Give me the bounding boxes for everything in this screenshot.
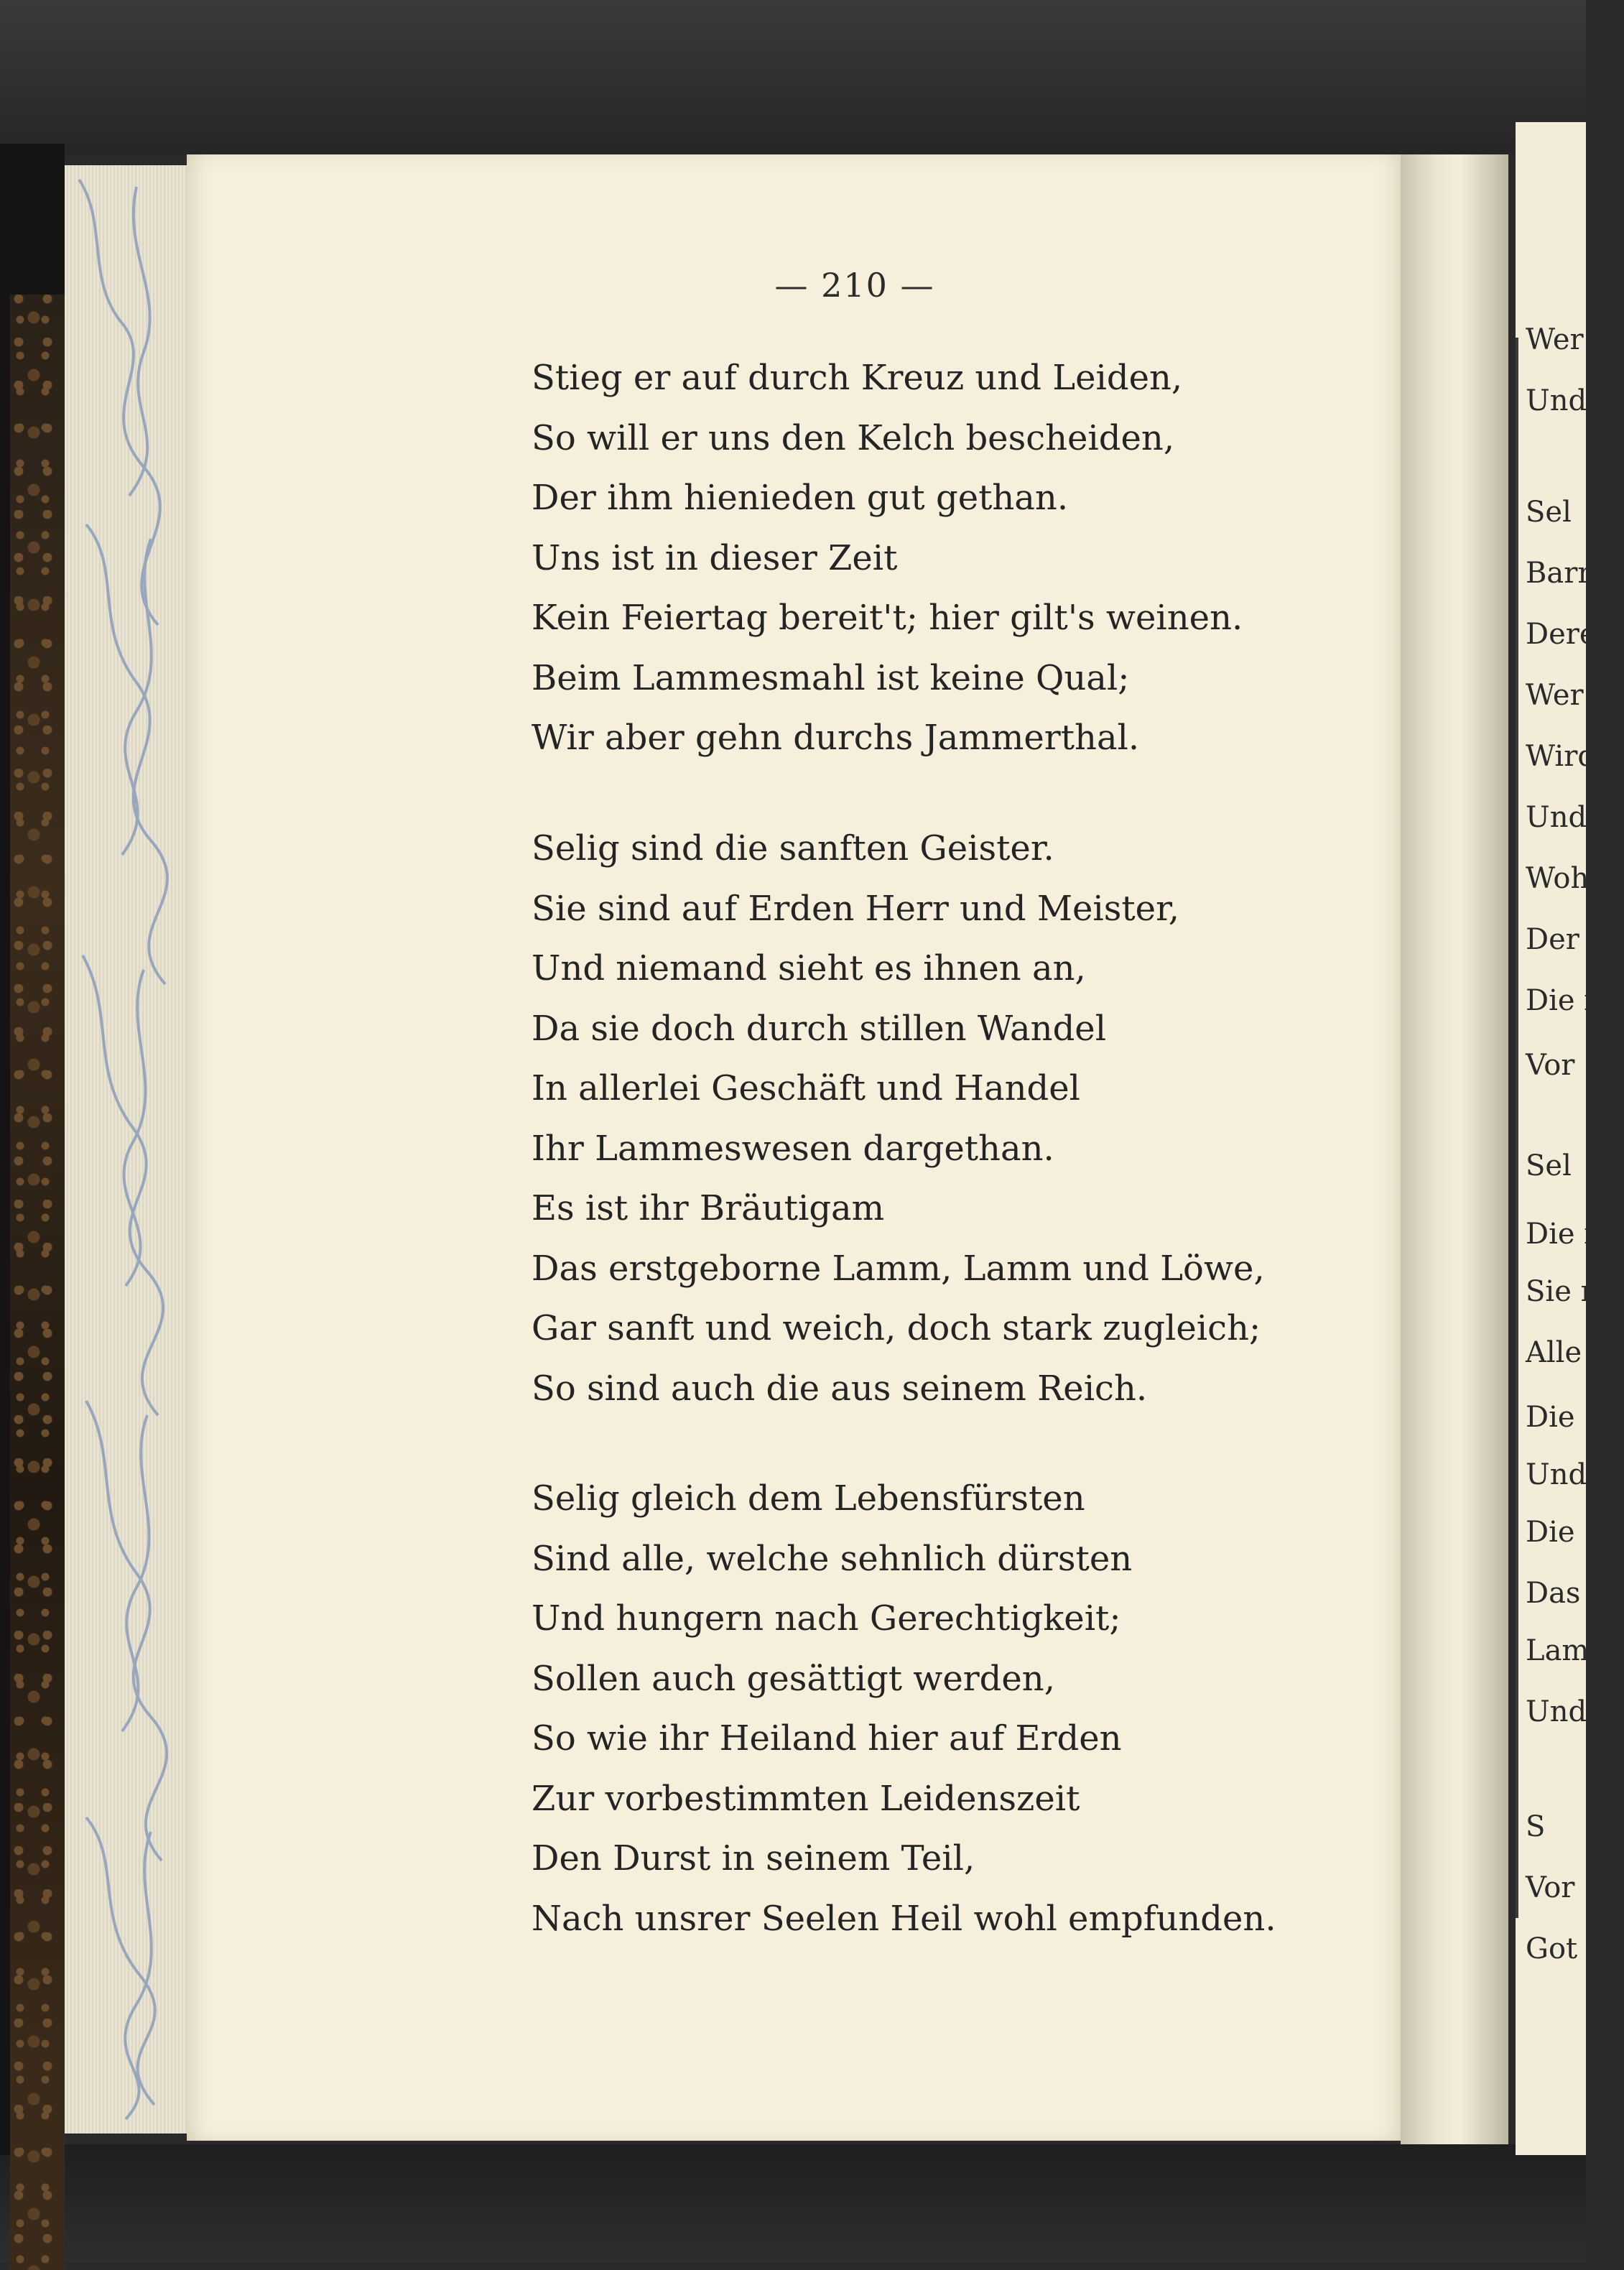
poem-line: Sollen auch gesättigt werden, bbox=[532, 1658, 1055, 1699]
book-cover bbox=[0, 144, 65, 2155]
next-page-fragment: Barm bbox=[1526, 557, 1605, 590]
backdrop-top bbox=[0, 0, 1586, 154]
next-page-fragment: Got bbox=[1526, 1932, 1578, 1965]
next-page-fragment: Die bbox=[1526, 1516, 1575, 1549]
poem-line: Stieg er auf durch Kreuz und Leiden, bbox=[532, 358, 1183, 398]
poem-line: Und niemand sieht es ihnen an, bbox=[532, 948, 1086, 988]
next-page-fragment: Und bbox=[1526, 1695, 1587, 1728]
poem-line: Kein Feiertag bereit't; hier gilt's weinen. bbox=[532, 598, 1243, 638]
poem-line: Selig sind die sanften Geister. bbox=[532, 828, 1054, 868]
book-gutter bbox=[1401, 154, 1508, 2144]
marbled-board bbox=[10, 295, 65, 2270]
poem-line: Das erstgeborne Lamm, Lamm und Löwe, bbox=[532, 1248, 1265, 1289]
next-page-fragment: Wer i bbox=[1526, 323, 1602, 356]
next-page-fragment: Vor bbox=[1526, 1871, 1575, 1904]
poem-line: In allerlei Geschäft und Handel bbox=[532, 1068, 1080, 1108]
poem-line: Ihr Lammeswesen dargethan. bbox=[532, 1128, 1054, 1169]
next-page-fragment: Wohl bbox=[1526, 862, 1599, 895]
poem-line: Der ihm hienieden gut gethan. bbox=[532, 478, 1069, 518]
next-page-fragment: Und bbox=[1526, 1458, 1587, 1491]
next-page-fragment: Lam bbox=[1526, 1634, 1590, 1667]
next-page-fragment: Vor bbox=[1526, 1049, 1575, 1082]
next-page-fragment: Alle bbox=[1526, 1336, 1582, 1369]
poem-line: Zur vorbestimmten Leidenszeit bbox=[532, 1778, 1080, 1819]
next-page-fragment: Wird bbox=[1526, 740, 1596, 773]
poem-line: So sind auch die aus seinem Reich. bbox=[532, 1368, 1148, 1409]
poem-line: Und hungern nach Gerechtigkeit; bbox=[532, 1598, 1121, 1639]
poem-line: Beim Lammesmahl ist keine Qual; bbox=[532, 657, 1130, 698]
poem-line: Sie sind auf Erden Herr und Meister, bbox=[532, 888, 1180, 929]
next-page-fragment: Wer e bbox=[1526, 679, 1610, 712]
next-page-fragment: Die bbox=[1526, 1401, 1575, 1434]
next-page-fragment: Und bbox=[1526, 384, 1587, 417]
next-page-fragment: Die f bbox=[1526, 984, 1595, 1017]
next-page-rule bbox=[1516, 338, 1518, 1918]
poem-line: Selig gleich dem Lebensfürsten bbox=[532, 1478, 1085, 1519]
page-number: — 210 — bbox=[774, 266, 935, 305]
marbled-edge-veins bbox=[65, 165, 187, 2134]
stanza-1 bbox=[532, 348, 1243, 769]
poem-line: Es ist ihr Bräutigam bbox=[532, 1188, 885, 1228]
poem-line: Gar sanft und weich, doch stark zugleich; bbox=[532, 1308, 1261, 1348]
stanza-3 bbox=[532, 1469, 1276, 1949]
poem-line: So wie ihr Heiland hier auf Erden bbox=[532, 1718, 1122, 1759]
next-page-fragment: S bbox=[1526, 1810, 1546, 1843]
backdrop-bottom bbox=[0, 2144, 1586, 2263]
next-page-fragment: Und t bbox=[1526, 801, 1607, 834]
next-page-fragment: Sie r bbox=[1526, 1275, 1595, 1308]
next-page-fragment: Der h bbox=[1526, 923, 1607, 956]
poem-line: Uns ist in dieser Zeit bbox=[532, 537, 898, 578]
poem-line: Nach unsrer Seelen Heil wohl empfunden. bbox=[532, 1898, 1276, 1939]
poem-line: Den Durst in seinem Teil, bbox=[532, 1838, 975, 1878]
poem-line: Wir aber gehn durchs Jammerthal. bbox=[532, 718, 1140, 758]
next-page-fragment: Sel bbox=[1526, 496, 1572, 529]
next-page-fragment: Das bbox=[1526, 1577, 1581, 1610]
poem-line: Sind alle, welche sehnlich dürsten bbox=[532, 1538, 1133, 1579]
poem-line: So will er uns den Kelch bescheiden, bbox=[532, 417, 1175, 458]
poem-line: Da sie doch durch stillen Wandel bbox=[532, 1008, 1107, 1049]
next-page-fragment: Derein bbox=[1526, 618, 1624, 651]
page-block-edge bbox=[65, 165, 187, 2134]
next-page-fragment: Die ih bbox=[1526, 1218, 1612, 1251]
next-page-edge bbox=[1516, 122, 1624, 2155]
next-page-fragment: Sel bbox=[1526, 1149, 1572, 1182]
stanza-2 bbox=[532, 819, 1265, 1419]
